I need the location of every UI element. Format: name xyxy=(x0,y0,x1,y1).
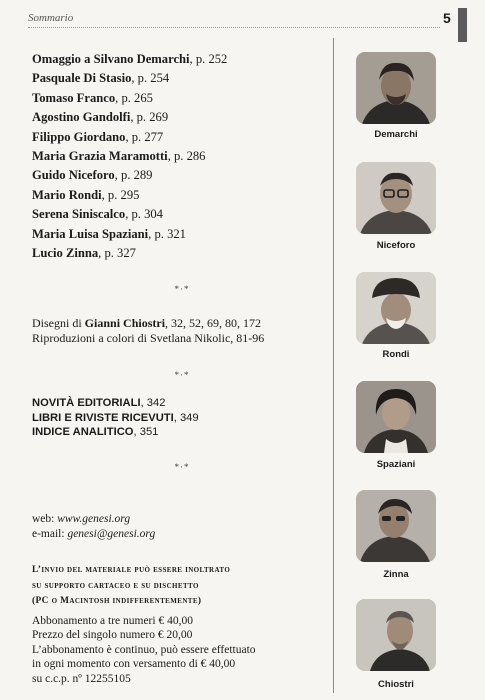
list-item xyxy=(32,186,227,205)
section-label: LIBRI E RIVISTE RICEVUTI xyxy=(32,411,174,424)
portrait-photo xyxy=(356,599,436,671)
page-ref: , p. 252 xyxy=(189,52,228,66)
list-item xyxy=(32,425,199,440)
notice-line: (PC o Macintosh indifferentemente) xyxy=(32,596,202,606)
portrait-caption: Demarchi xyxy=(374,129,418,140)
portrait-photo xyxy=(356,381,436,453)
header-rule xyxy=(28,27,440,28)
website-link[interactable]: www.genesi.org xyxy=(57,513,131,525)
section-separator: *·* xyxy=(174,284,190,294)
page-ref: , p. 286 xyxy=(167,148,206,163)
list-item xyxy=(32,244,227,263)
list-item xyxy=(32,108,227,127)
column-divider xyxy=(333,38,334,693)
web-label: web: xyxy=(32,513,58,525)
running-head: Sommario xyxy=(28,12,74,24)
artist-name: Gianni Chiostri xyxy=(84,316,166,330)
notice-line: L’invio del materiale può essere inoltrato xyxy=(32,565,231,575)
email-line xyxy=(32,527,155,542)
contributor-name: Lucio Zinna xyxy=(32,245,99,260)
list-item xyxy=(32,128,227,147)
contributor-name: Maria Luisa Spaziani xyxy=(32,226,149,241)
page-ref: , p. 321 xyxy=(148,226,186,241)
email-link[interactable]: genesi@genesi.org xyxy=(67,528,156,540)
contributor-name: Agostino Gandolfi xyxy=(32,110,131,125)
page-edge-tab xyxy=(458,8,467,42)
contributor-name: Mario Rondi xyxy=(32,187,102,202)
page-number: 5 xyxy=(443,10,451,26)
list-item xyxy=(32,225,227,244)
page-ref: , 351 xyxy=(133,426,159,438)
list-item xyxy=(32,205,227,224)
list-item xyxy=(32,50,227,69)
page-ref: , p. 265 xyxy=(115,90,153,105)
page-ref: , p. 295 xyxy=(101,187,140,202)
portrait-caption: Niceforo xyxy=(376,240,416,251)
subscription-line: in ogni momento con versamento di € 40,00 xyxy=(32,658,236,671)
notice-line: su supporto cartaceo e su dischetto xyxy=(32,580,199,591)
contacts-block xyxy=(32,512,155,542)
web-line xyxy=(32,512,155,527)
contributor-name: Pasquale Di Stasio xyxy=(32,71,132,86)
contributor-name: Filippo Giordano xyxy=(32,129,126,144)
section-label: INDICE ANALITICO xyxy=(32,426,134,438)
page-ref: , 342 xyxy=(140,397,166,409)
subscription-info xyxy=(32,614,256,686)
page-ref: , p. 269 xyxy=(130,110,169,125)
list-item xyxy=(32,69,227,88)
list-item xyxy=(32,89,227,108)
reproductions-line: Riproduzioni a colori di Svetlana Nikolic, 81-96 xyxy=(32,331,265,345)
page-ref: , p. 254 xyxy=(131,71,170,86)
portrait-caption: Spaziani xyxy=(376,459,416,470)
drawings-prefix: Disegni di xyxy=(32,316,85,330)
page-ref: , p. 327 xyxy=(98,245,136,260)
submission-notice xyxy=(32,563,230,610)
contributor-name: Serena Siniscalco xyxy=(32,207,126,222)
page-ref: , p. 289 xyxy=(114,168,153,183)
subscription-line: su c.c.p. nº 12255105 xyxy=(32,672,131,685)
portrait-caption: Chiostri xyxy=(378,679,414,690)
contributor-name: Guido Niceforo xyxy=(32,168,115,183)
page-ref: , p. 304 xyxy=(125,207,163,222)
portrait-caption: Zinna xyxy=(383,569,409,580)
drawings-credit xyxy=(32,316,264,346)
contributor-name: Tomaso Franco xyxy=(32,90,116,105)
sections-list xyxy=(32,396,199,440)
page-ref: , p. 277 xyxy=(125,129,164,144)
list-item xyxy=(32,147,227,166)
subscription-line: Prezzo del singolo numero € 20,00 xyxy=(32,629,193,642)
portrait-photo xyxy=(356,490,436,562)
drawings-pages: , 32, 52, 69, 80, 172 xyxy=(165,316,262,330)
portrait-photo xyxy=(356,272,436,344)
list-item xyxy=(32,166,227,185)
section-separator: *·* xyxy=(174,462,190,472)
section-separator: *·* xyxy=(174,370,190,380)
subscription-line: L’abbonamento è continuo, può essere effettuato xyxy=(32,643,256,656)
portrait-photo xyxy=(356,162,436,234)
portrait-caption: Rondi xyxy=(382,349,410,360)
email-label: e-mail: xyxy=(32,528,68,540)
section-label: NOVITÀ EDITORIALI xyxy=(32,397,141,409)
page-ref: , 349 xyxy=(173,411,199,424)
list-item xyxy=(32,411,199,426)
contributor-list xyxy=(32,50,227,263)
contributor-name: Maria Grazia Maramotti xyxy=(32,148,168,163)
portrait-photo xyxy=(356,52,436,124)
list-item xyxy=(32,396,199,411)
subscription-line: Abbonamento a tre numeri € 40,00 xyxy=(32,615,193,627)
drawings-line xyxy=(32,316,264,331)
contributor-name: Omaggio a Silvano Demarchi xyxy=(32,52,190,66)
